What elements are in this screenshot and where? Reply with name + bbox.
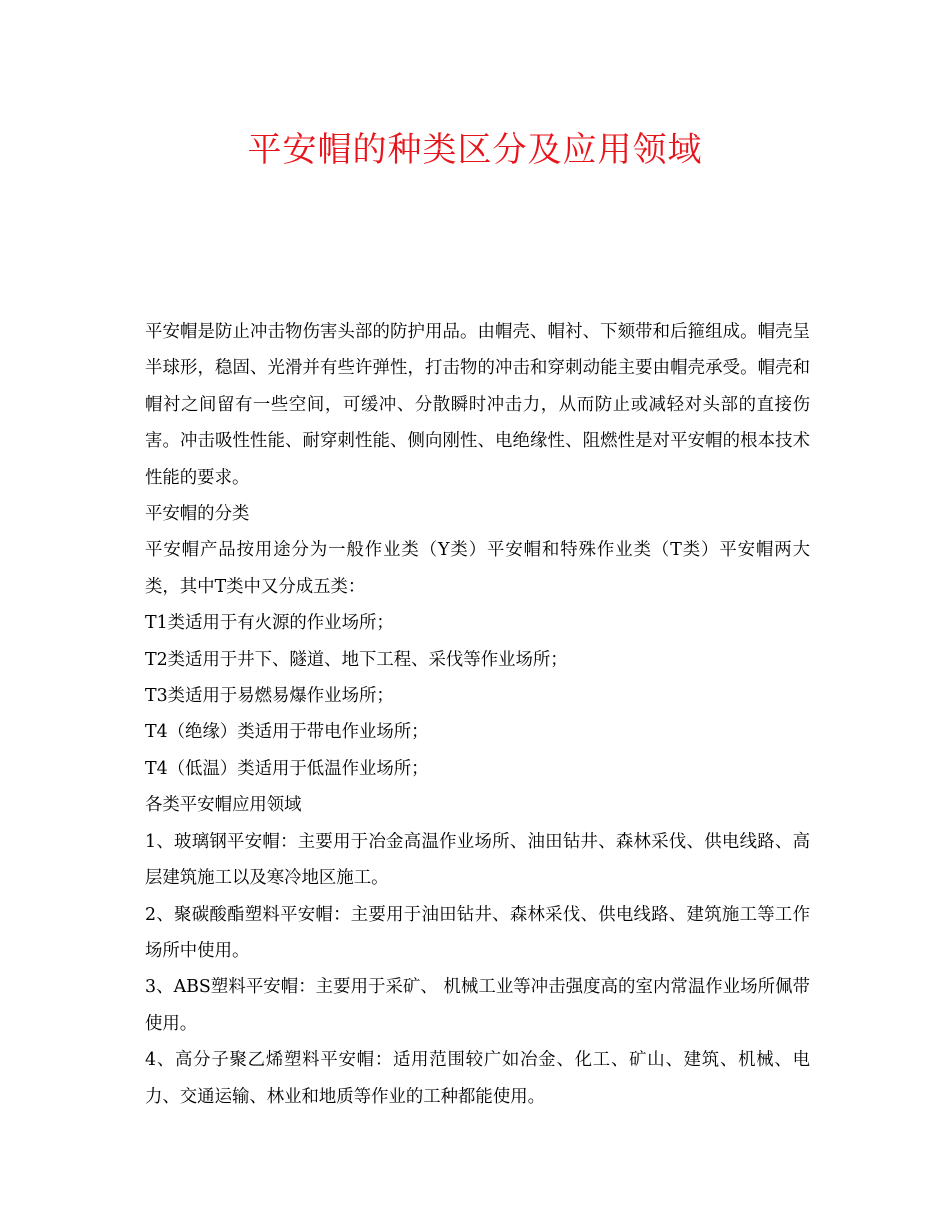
section-heading-applications: 各类平安帽应用领域: [145, 795, 302, 816]
application-item-3: 3、ABS塑料平安帽：主要用于采矿、 机械工业等冲击强度高的室内常温作业场所佩带使用。: [145, 977, 810, 1034]
list-item-t1: T1类适用于有火源的作业场所；: [145, 613, 394, 634]
list-item-t4-low-temp: T4（低温）类适用于低温作业场所；: [145, 758, 429, 779]
application-item-4: 4、高分子聚乙烯塑料平安帽：适用范围较广如冶金、化工、矿山、建筑、机械、电力、交通运输、林业和地质等作业的工种都能使用。: [145, 1050, 810, 1107]
application-item-2: 2、聚碳酸酯塑料平安帽：主要用于油田钻井、森林采伐、供电线路、建筑施工等工作场所中使用。: [145, 904, 810, 961]
page-title: 平安帽的种类区分及应用领域: [247, 130, 703, 170]
section-heading-classification: 平安帽的分类: [145, 504, 250, 525]
document-body: [145, 314, 810, 1115]
list-item-t2: T2类适用于井下、隧道、地下工程、采伐等作业场所；: [145, 649, 568, 670]
intro-paragraph: 平安帽是防止冲击物伤害头部的防护用品。由帽壳、帽衬、下颏带和后箍组成。帽壳呈半球形，稳固、光滑并有些许弹性，打击物的冲击和穿刺动能主要由帽壳承受。帽壳和帽衬之间留有一些空间，可缓冲、分散瞬时冲击力，从而防止或减轻对头部的直接伤害。冲击吸性性能、耐穿刺性能、侧向刚性、电绝缘性、阻燃性是对平安帽的根本技术性能的要求。: [145, 322, 810, 488]
list-item-t4-insulation: T4（绝缘）类适用于带电作业场所；: [145, 722, 429, 743]
classification-paragraph: 平安帽产品按用途分为一般作业类（Y类）平安帽和特殊作业类（T类）平安帽两大类，其中T类中又分成五类：: [145, 540, 810, 597]
list-item-t3: T3类适用于易燃易爆作业场所；: [145, 686, 394, 707]
application-item-1: 1、玻璃钢平安帽：主要用于冶金高温作业场所、油田钻井、森林采伐、供电线路、高层建筑施工以及寒冷地区施工。: [145, 831, 810, 889]
